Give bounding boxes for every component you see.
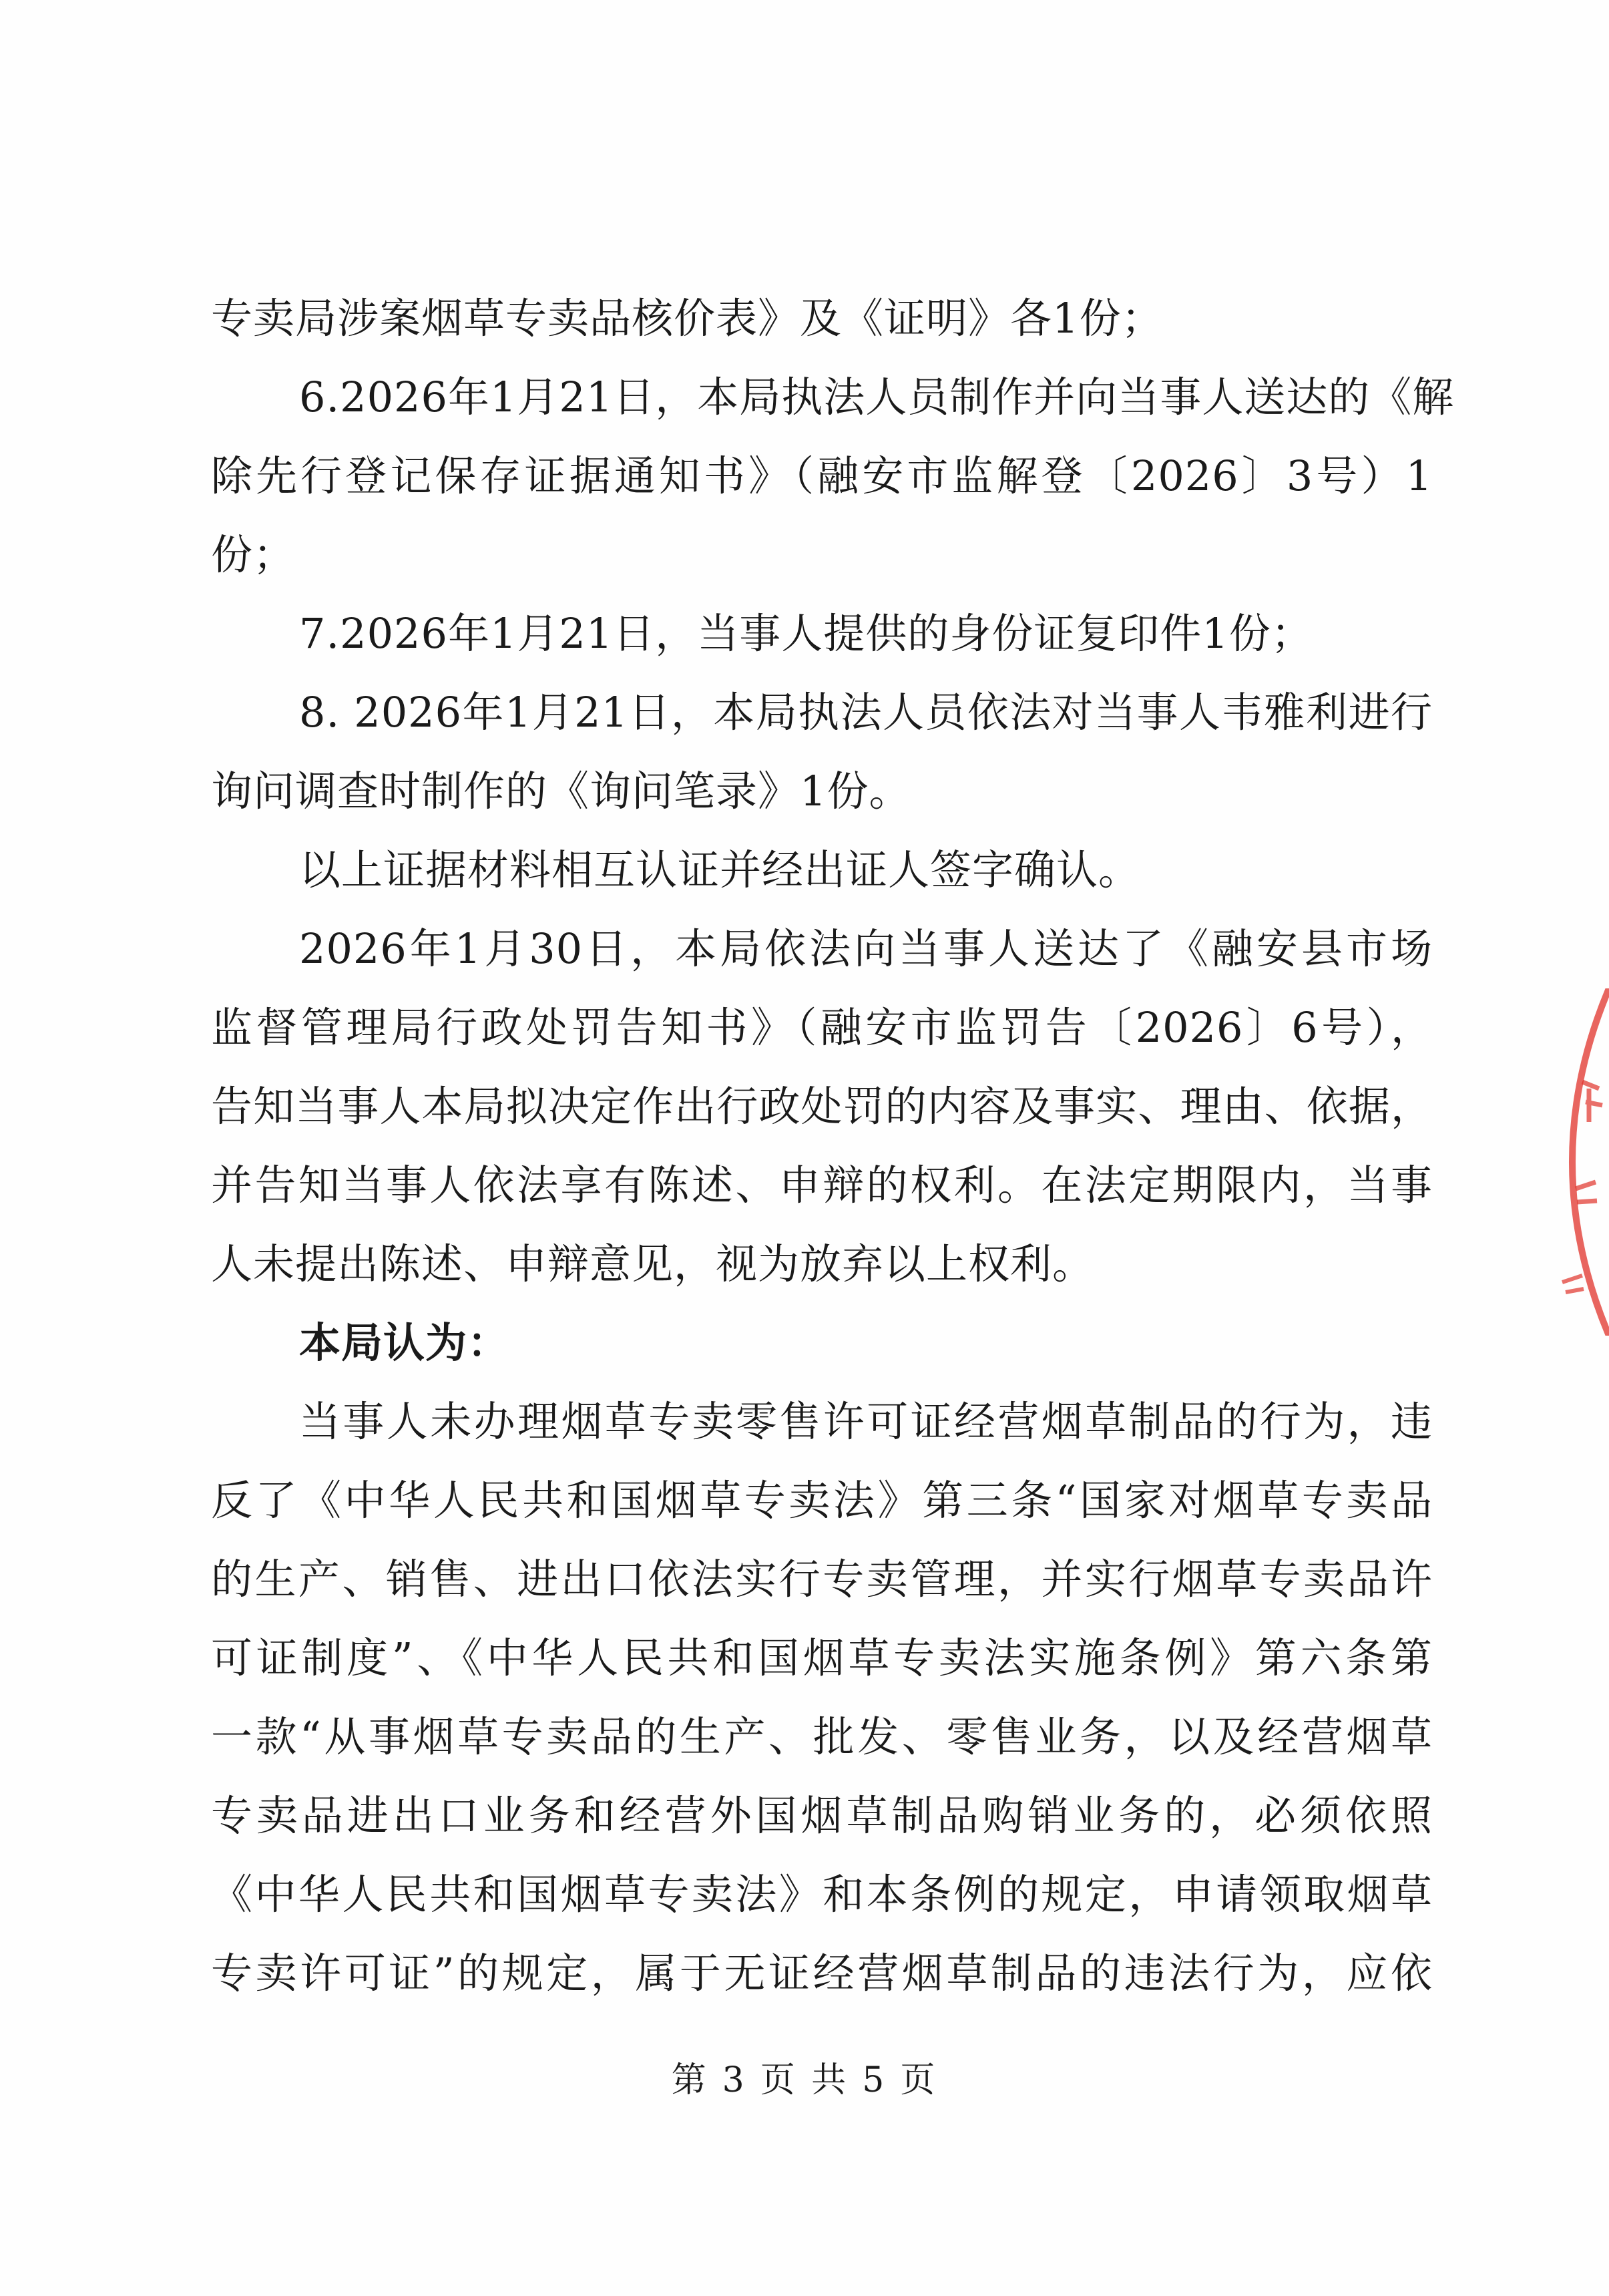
body-text-line: 2026年1月30日，本局依法向当事人送达了《融安县市场 [299, 924, 1433, 973]
body-text-line: 询问调查时制作的《询问笔录》1份。 [211, 767, 911, 815]
section-heading: 本局认为： [299, 1318, 510, 1367]
body-text-line: 告知当事人本局拟决定作出行政处罚的内容及事实、理由、依据， [211, 1082, 1433, 1131]
body-text-line: 监督管理局行政处罚告知书》（融安市监罚告〔2026〕6号）， [211, 1003, 1433, 1052]
body-text-line: 7.2026年1月21日，当事人提供的身份证复印件1份； [299, 609, 1313, 658]
body-text-line: 的生产、销售、进出口依法实行专卖管理，并实行烟草专卖品许 [211, 1555, 1433, 1603]
body-text-line: 并告知当事人依法享有陈述、申辩的权利。在法定期限内，当事 [211, 1161, 1433, 1209]
body-text-line: 一款“从事烟草专卖品的生产、批发、零售业务，以及经营烟草 [211, 1712, 1433, 1761]
footer-middle: 页 共 [760, 2060, 849, 2100]
body-text-line: 专卖局涉案烟草专卖品核价表》及《证明》各1份； [211, 294, 1164, 343]
body-text-line: 除先行登记保存证据通知书》（融安市监解登〔2026〕3号）1 [211, 451, 1433, 500]
body-text-line: 当事人未办理烟草专卖零售许可证经营烟草制品的行为，违 [299, 1397, 1433, 1446]
total-page-number: 5 [862, 2060, 887, 2100]
body-text-line: 人未提出陈述、申辩意见，视为放弃以上权利。 [211, 1239, 1095, 1288]
body-text-line: 专卖许可证”的规定，属于无证经营烟草制品的违法行为，应依 [211, 1949, 1433, 1997]
body-text-line: 专卖品进出口业务和经营外国烟草制品购销业务的，必须依照 [211, 1791, 1433, 1840]
body-text-line: 份； [211, 530, 296, 579]
page-footer [0, 2052, 1609, 2102]
current-page-number: 3 [722, 2060, 747, 2100]
official-seal-fragment [1536, 988, 1609, 1336]
body-text-line: 反了《中华人民共和国烟草专卖法》第三条“国家对烟草专卖品 [211, 1476, 1433, 1525]
body-text-line: 《中华人民共和国烟草专卖法》和本条例的规定，申请领取烟草 [211, 1870, 1433, 1919]
footer-prefix: 第 [671, 2060, 709, 2100]
body-text-line: 8. 2026年1月21日，本局执法人员依法对当事人韦雅利进行 [299, 688, 1433, 737]
footer-suffix: 页 [900, 2060, 938, 2100]
body-text-line: 以上证据材料相互认证并经出证人签字确认。 [299, 845, 1141, 894]
body-text-line: 6.2026年1月21日，本局执法人员制作并向当事人送达的《解 [299, 373, 1455, 421]
body-text-line: 可证制度”、《中华人民共和国烟草专卖法实施条例》第六条第 [211, 1634, 1433, 1682]
document-body [211, 279, 1455, 2013]
